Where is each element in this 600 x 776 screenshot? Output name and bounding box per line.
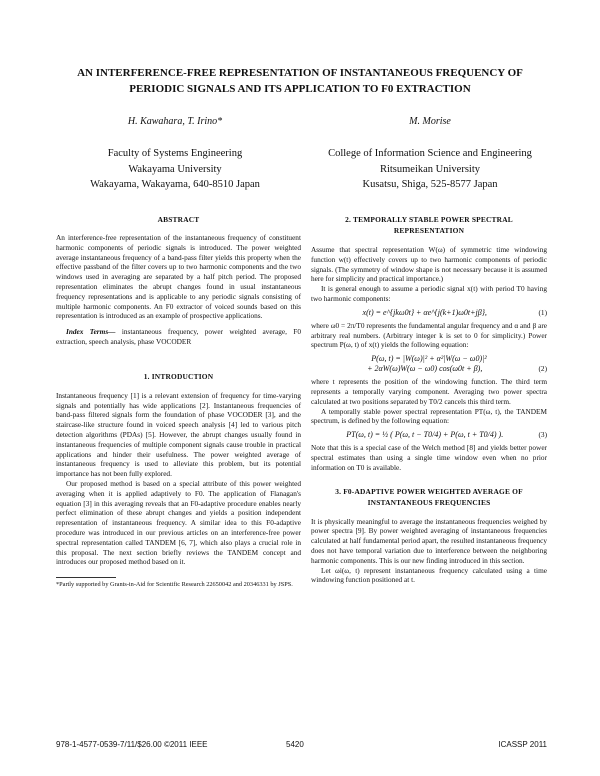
affiliation-line: College of Information Science and Engineering (328, 148, 532, 159)
equation-2a (311, 354, 547, 363)
author-block-left (80, 115, 270, 193)
section-2-paragraph-4: where t represents the position of the windowing function. The third term represents a temporally varying component. Averaging two power spectra calculated at two positions separated by T0/2 cancels this third term. (311, 377, 547, 406)
equation-2-line-2: + 2αW(ω)W(ω − ω0) cos(ω0t + β), (367, 364, 483, 374)
section-3-paragraph-2: Let ωi(ω, t) represent instantaneous frequency calculated using a time windowing function positioned at t. (311, 565, 547, 585)
footnote: *Partly supported by Grants-in-Aid for Scientific Research 22650042 and 20346331 by JSPS. (56, 581, 293, 589)
paper-title: AN INTERFERENCE-FREE REPRESENTATION OF INSTANTANEOUS FREQUENCY OF PERIODIC SIGNALS AND ITS APPLICATION TO F0 EXTRACTION (77, 67, 523, 95)
affiliation-left (80, 146, 270, 193)
footer-conference: ICASSP 2011 (498, 740, 547, 749)
equation-2-line-1: P(ω, t) = |W(ω)|² + α²|W(ω − ω0)|² (371, 354, 487, 364)
footnote-rule (56, 577, 116, 578)
affiliation-line: Ritsumeikan University (379, 163, 481, 175)
section-2-paragraph-5: A temporally stable power spectral representation PT(ω, t), the TANDEM spectrum, is defined by the following equation: (311, 406, 547, 426)
section-3-paragraph-1: It is physically meaningful to average the instantaneous frequencies weighed by power spectra [9]. By power weighted averaging of instantaneous frequencies calculated at half fundamental period apart, the resulted instantaneous frequency does not have temporal variation due to interference between the neighboring harmonic components. This is our new finding introduced in this section. (311, 516, 547, 565)
intro-paragraph-2: Our proposed method is based on a special attribute of this power weighted averaging when it is applied adaptively to F0. The application of Flanagan's equation [3] in this averaging reveals that an F0-adaptive procedure enables nearly perfect elimination of these abrupt changes and yields a position independent representation of instantaneous frequency. A similar idea to this F0-adaptive procedure was introduced in our previous articles on an interference-free power spectral representation called TANDEM [6, 7], which also plays a crucial role in this proposal. The next section briefly reviews the TANDEM concept and introduces our proposed method based on it. (56, 478, 301, 567)
affiliation-line: Wakayama, Wakayama, 640-8510 Japan (90, 179, 260, 190)
author-block-right (320, 115, 540, 193)
equation-1-number: (1) (538, 307, 547, 317)
equation-1-body: x(t) = e^{jkω0t} + αe^{j(k+1)ω0t+jβ}, (362, 307, 487, 317)
abstract-heading: ABSTRACT (157, 215, 200, 224)
footer-copyright: 978-1-4577-0539-7/11/$26.00 ©2011 IEEE (56, 740, 208, 749)
index-terms-label: Index Terms— (66, 327, 116, 337)
equation-2b (311, 364, 547, 373)
abstract-text: An interference-free representation of the instantaneous frequency of constituent harmonic components of periodic signals is introduced. The power weighted average instantaneous frequency of a band-pass filter yields this property when the effective passband of the filter covers up to two harmonic components and the two windows used in averaging are separated by a half pitch period. The proposed representation eliminates the abrupt changes found in usual instantaneous frequency representations and is applicable to any periodic signals consisting of multiple harmonic components. An F0 extractor of voiced sounds based on this representation is introduced as an example of prospective applications. (56, 233, 301, 321)
section-3-heading: 3. F0-ADAPTIVE POWER WEIGHTED AVERAGE OF INSTANTANEOUS FREQUENCIES (335, 486, 523, 507)
affiliation-line: Kusatsu, Shiga, 525-8577 Japan (362, 179, 498, 190)
affiliation-line: Wakayama University (128, 163, 222, 175)
equation-3 (311, 430, 547, 439)
equation-1 (311, 308, 547, 317)
index-terms (56, 327, 301, 347)
author-names-left: H. Kawahara, T. Irino* (127, 116, 223, 127)
footer-page-number: 5420 (286, 740, 304, 749)
equation-3-number: (3) (538, 430, 547, 440)
author-names-right: M. Morise (409, 116, 451, 127)
section-2-paragraph-1: Assume that spectral representation W(ω) of symmetric time windowing function w(t) effectively covers up to two harmonic components of periodic signals. (The symmetry of window shape is not necessary because it is assumed here for simplicity and practical importance.) (311, 245, 547, 284)
section-2-paragraph-2: It is general enough to assume a periodic signal x(t) with period T0 having two harmonic components: (311, 284, 547, 303)
intro-heading: 1. INTRODUCTION (143, 371, 214, 381)
page-footer (56, 740, 547, 752)
index-terms-text: instantaneous frequency, power weighted average, F0 extraction, speech analysis, phase VOCODER (56, 327, 302, 346)
affiliation-right (320, 146, 540, 193)
intro-paragraph-1: Instantaneous frequency [1] is a relevant extension of frequency for time-varying signals and potentially has wide applications [2]. Instantaneous frequencies of band-pass filtered signals form the foundation of phase VOCODER [3], and the staircase-like structure found in voiced speech analysis [4] led to various pitch detection algorithms (PDAs) [5]. However, the abrupt changes usually found in instantaneous frequencies of multiple component signals cause trouble in practical applications and hinder their usefulness. The power weighted average of instantaneous frequency is used to alleviate this problem, but its potential importance has not been fully explored. (56, 390, 301, 479)
section-2-paragraph-3: where ω0 = 2π/T0 represents the fundamental angular frequency and α and β are arbitrary real numbers. (Arbitrary integer k is set to 0 for simplicity.) Power spectrum P(ω, t) of x(t) yields the following equation: (311, 320, 547, 350)
left-column (56, 214, 301, 590)
affiliation-line: Faculty of Systems Engineering (107, 148, 243, 159)
right-column (311, 214, 547, 585)
equation-2-number: (2) (538, 364, 547, 374)
equation-3-body: PT(ω, t) = ½ ( P(ω, t − T0/4) + P(ω, t + T0/4) ). (346, 430, 504, 440)
section-2-heading: 2. TEMPORALLY STABLE POWER SPECTRAL REPRESENTATION (345, 215, 513, 235)
section-2-paragraph-6: Note that this is a special case of the Welch method [8] and yields better power spectral estimates than using a single time window even when no prior information on T0 is available. (311, 443, 547, 472)
